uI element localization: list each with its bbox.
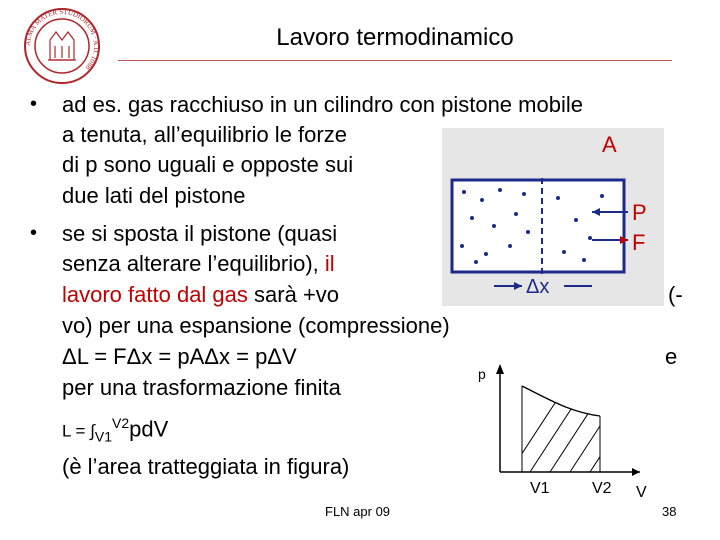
bullet-2-line-2-highlight: il [324, 251, 335, 276]
displacement-label: Δx [526, 276, 550, 298]
pv-v2-label: V2 [592, 480, 612, 497]
pv-y-axis-label: p [478, 366, 486, 382]
piston-sketch [442, 128, 664, 306]
bullet-2-line-3-text: sarà +vo [254, 282, 340, 307]
bullet-2-line-1: se si sposta il pistone (quasi [62, 221, 338, 246]
pv-v1-label: V1 [530, 480, 550, 497]
bullet-2-line-2 [62, 251, 335, 277]
slide-number: 38 [662, 504, 677, 519]
work-increment-equation: ΔL = FΔx = pAΔx = pΔV [62, 344, 297, 369]
area-note: (è l’area tratteggiata in figura) [62, 454, 350, 479]
svg-text:ALMA MATER STUDIORUM · A.D. 10: ALMA MATER STUDIORUM · A.D. 1088 [23, 7, 101, 72]
area-label: A [602, 132, 617, 157]
pv-diagram [470, 360, 670, 500]
integral-upper-limit: V2 [111, 415, 130, 431]
slide-footer: FLN apr 09 [325, 504, 391, 519]
integrand: pdV [129, 416, 169, 442]
equation-tail: e [665, 344, 678, 369]
bullet-1-line-3: di p sono uguali e opposte sui [62, 152, 354, 177]
work-integral-equation [62, 410, 168, 450]
integral-lower-limit: V1 [94, 428, 112, 445]
pv-x-axis-label: V [636, 484, 647, 501]
integral-lhs: L = ∫ [62, 421, 95, 441]
bullet-2-line-2-text: senza alterare l’equilibrio), [62, 251, 319, 276]
force-label: F [632, 230, 646, 255]
bullet-2-line-3 [62, 282, 339, 308]
bullet-1-line-1: ad es. gas racchiuso in un cilindro con pistone mobile [62, 92, 583, 117]
bullet-1-marker: • [30, 93, 38, 115]
bullet-2-line-4: vo) per una espansione (compressione) [62, 313, 450, 338]
bullet-1-line-4: due lati del pistone [62, 183, 246, 208]
finite-transformation-text: per una trasformazione finita [62, 375, 341, 400]
pressure-label: P [632, 200, 647, 225]
work-by-gas-highlight: lavoro fatto dal gas [62, 282, 248, 307]
bullet-1-line-2: a tenuta, all’equilibrio le forze [62, 122, 347, 147]
slide-title: Lavoro termodinamico [276, 24, 514, 51]
university-seal-logo [22, 6, 102, 86]
bullet-2-line-3-tail: (- [668, 282, 683, 307]
bullet-2-marker: • [30, 222, 38, 244]
title-divider [118, 60, 672, 61]
